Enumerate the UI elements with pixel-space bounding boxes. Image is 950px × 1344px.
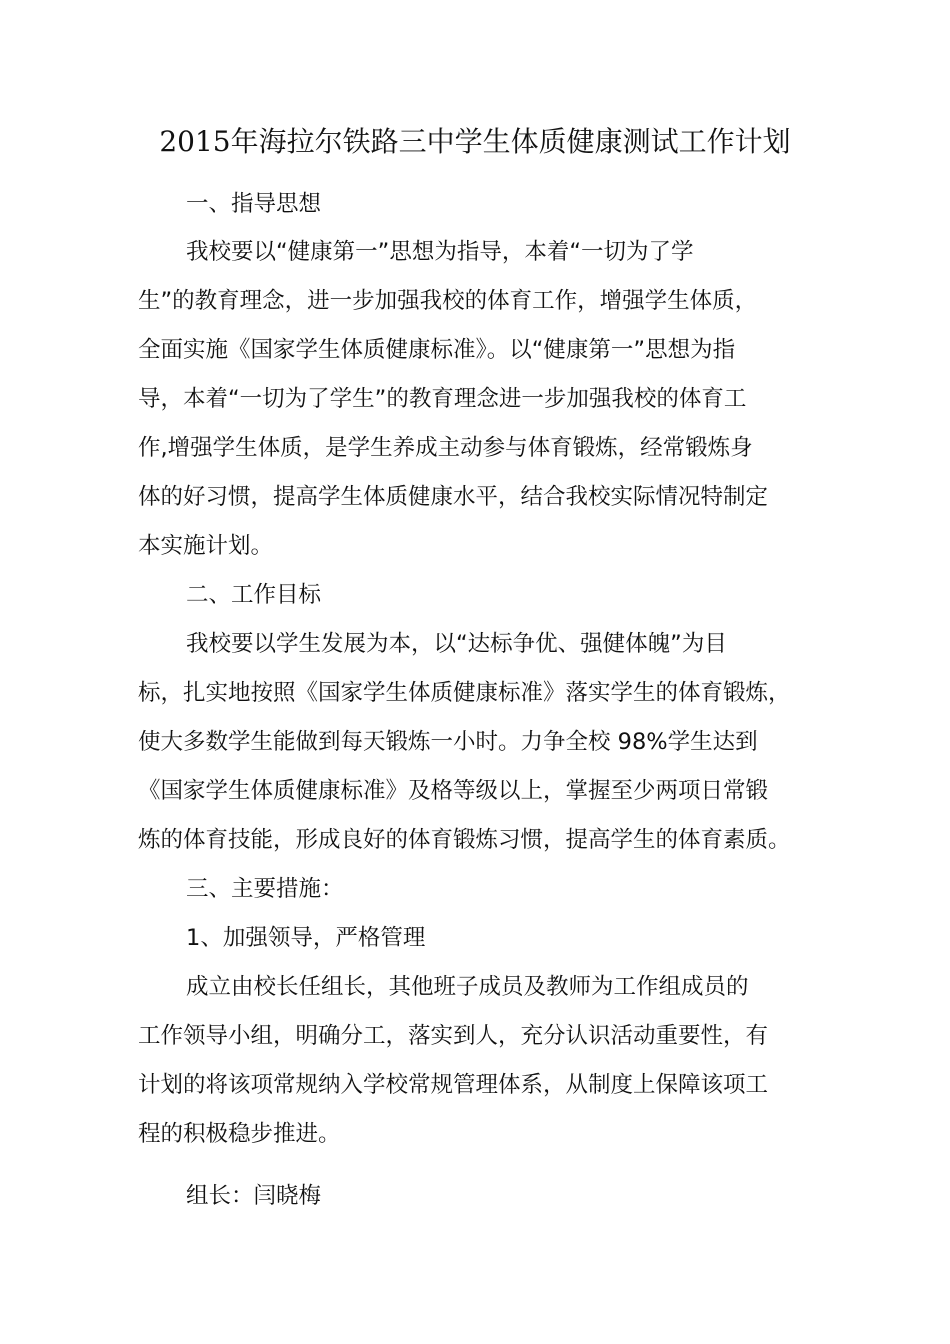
paragraph-line: 计划的将该项常规纳入学校常规管理体系，从制度上保障该项工 (138, 1072, 769, 1098)
paragraph-line: 体的好习惯，提高学生体质健康水平，结合我校实际情况特制定 (138, 484, 769, 510)
paragraph-line: 标，扎实地按照《国家学生体质健康标准》落实学生的体育锻炼， (138, 680, 791, 706)
paragraph-line: 全面实施《国家学生体质健康标准》。以“健康第一”思想为指 (138, 337, 736, 363)
paragraph-line: 《国家学生体质健康标准》及格等级以上，掌握至少两项日常锻 (138, 778, 769, 804)
paragraph-line: 我校要以“健康第一”思想为指导，本着“一切为了学 (186, 239, 694, 265)
section-heading: 三、主要措施： (186, 876, 344, 902)
paragraph-line: 炼的体育技能，形成良好的体育锻炼习惯，提高学生的体育素质。 (138, 827, 791, 853)
paragraph-line: 成立由校长任组长，其他班子成员及教师为工作组成员的 (186, 974, 749, 1000)
paragraph-line: 我校要以学生发展为本，以“达标争优、强健体魄”为目 (186, 631, 727, 657)
paragraph-line: 工作领导小组，明确分工，落实到人，充分认识活动重要性，有 (138, 1023, 769, 1049)
paragraph-line: 使大多数学生能做到每天锻炼一小时。力争全校 98%学生达到 (138, 729, 758, 755)
paragraph-line: 导，本着“一切为了学生”的教育理念进一步加强我校的体育工 (138, 386, 747, 412)
leader-line: 组长：闫晓梅 (186, 1183, 322, 1209)
subsection-heading: 1、加强领导，严格管理 (186, 925, 426, 951)
section-heading: 一、指导思想 (186, 191, 322, 217)
paragraph-line: 生”的教育理念，进一步加强我校的体育工作，增强学生体质， (138, 288, 758, 314)
section-heading: 二、工作目标 (186, 582, 322, 608)
document-title: 2015年海拉尔铁路三中学生体质健康测试工作计划 (159, 125, 791, 158)
paragraph-line: 作,增强学生体质，是学生养成主动参与体育锻炼，经常锻炼身 (138, 435, 753, 461)
paragraph-line: 程的积极稳步推进。 (138, 1121, 341, 1147)
paragraph-line: 本实施计划。 (138, 533, 274, 559)
